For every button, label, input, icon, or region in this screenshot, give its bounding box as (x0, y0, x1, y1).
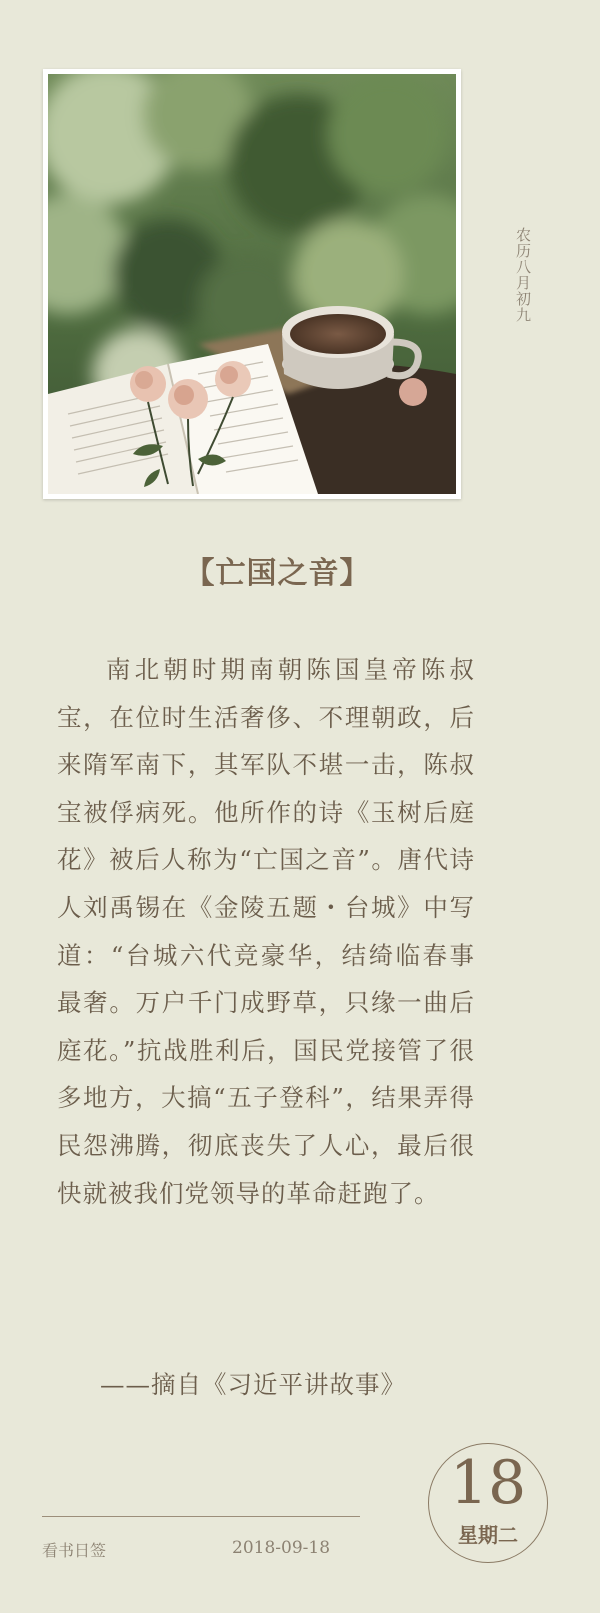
day-number: 18 (449, 1448, 527, 1518)
footer-date: 2018-09-18 (232, 1538, 331, 1558)
photo-illustration (48, 74, 456, 494)
calendar-badge (428, 1443, 548, 1563)
brand-name: 看书日签 (42, 1541, 107, 1560)
source-attribution: ——摘自《习近平讲故事》 (100, 1370, 406, 1399)
footer-divider (42, 1516, 360, 1517)
story-body: 南北朝时期南朝陈国皇帝陈叔宝，在位时生活奢侈、不理朝政，后来隋军南下，其军队不堪一击，陈叔宝被俘病死。他所作的诗《玉树后庭花》被后人称为“亡国之音”。唐代诗人刘禹锡在《金陵五题・台城》中写道：“台城六代竞豪华，结绮临春事最奢。万户千门成野草，只缘一曲后庭花。”抗战胜利后，国民党接管了很多地方，大搞“五子登科”，结果弄得民怨沸腾，彻底丧失了人心，最后很快就被我们党领导的革命赶跑了。 (57, 655, 475, 1208)
story-title: 【亡国之音】 (184, 556, 371, 591)
weekday: 星期二 (458, 1523, 518, 1547)
lunar-date: 农历八月初九 (514, 227, 532, 323)
photo-frame (43, 69, 461, 499)
coffee-book-roses-photo (48, 74, 456, 494)
